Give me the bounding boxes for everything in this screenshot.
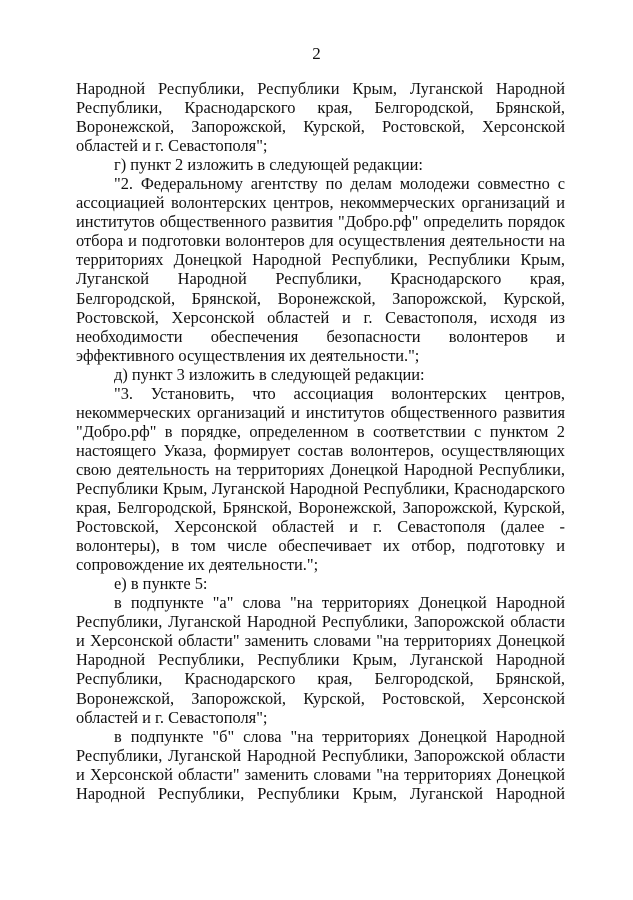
paragraph-continuation: Народной Республики, Республики Крым, Луганской Народной Республики, Краснодарского края, Белгородской, Брянской, Воронежской, Запорожской, Курской, Ростовской, Херсонской областей и г. Севастополя"; (76, 79, 565, 156)
paragraph-item-d: д) пункт 3 изложить в следующей редакции: (114, 364, 425, 384)
paragraph-item-g: г) пункт 2 изложить в следующей редакции: (114, 155, 423, 175)
document-body (76, 79, 565, 803)
paragraph-item-e: е) в пункте 5: (114, 574, 208, 594)
paragraph-clause-3: "3. Установить, что ассоциация волонтерских центров, некоммерческих организаций и институтов общественного развития "Добро.рф" в порядке, определенном в соответствии с пунктом 2 настоящего Указа, формирует состав волонтеров, осуществляющих свою деятельность на территориях Донецкой Народной Республики, Республики Крым, Луганской Народной Республики, Краснодарского края, Белгородской, Брянской, Воронежской, Запорожской, Курской, Ростовской, Херсонской областей и г. Севастополя (далее - волонтеры), в том числе обеспечивает их отбор, подготовку и сопровождение их деятельности."; (76, 383, 565, 575)
paragraph-subitem-a: в подпункте "а" слова "на территориях Донецкой Народной Республики, Луганской Народной Республики, Запорожской области и Херсонской области" заменить словами "на территориях Донецкой Народной Республики, Республики Крым, Луганской Народной Республики, Краснодарского края, Белгородской, Брянской, Воронежской, Запорожской, Курской, Ростовской, Херсонской областей и г. Севастополя"; (76, 593, 565, 727)
page-number: 2 (312, 44, 321, 63)
paragraph-clause-2: "2. Федеральному агентству по делам молодежи совместно с ассоциацией волонтерских центров, некоммерческих организаций и институтов общественного развития "Добро.рф" определить порядок отбора и подготовки волонтеров для осуществления деятельности на территориях Донецкой Народной Республики, Республики Крым, Луганской Народной Республики, Краснодарского края, Белгородской, Брянской, Воронежской, Запорожской, Курской, Ростовской, Херсонской областей и г. Севастополя, исходя из необходимости обеспечения безопасности волонтеров и эффективного осуществления их деятельности."; (76, 174, 565, 365)
paragraph-subitem-b: в подпункте "б" слова "на территориях Донецкой Народной Республики, Луганской Народной Республики, Запорожской области и Херсонской области" заменить словами "на территориях Донецкой Народной Республики, Республики Крым, Луганской Народной (76, 726, 565, 803)
